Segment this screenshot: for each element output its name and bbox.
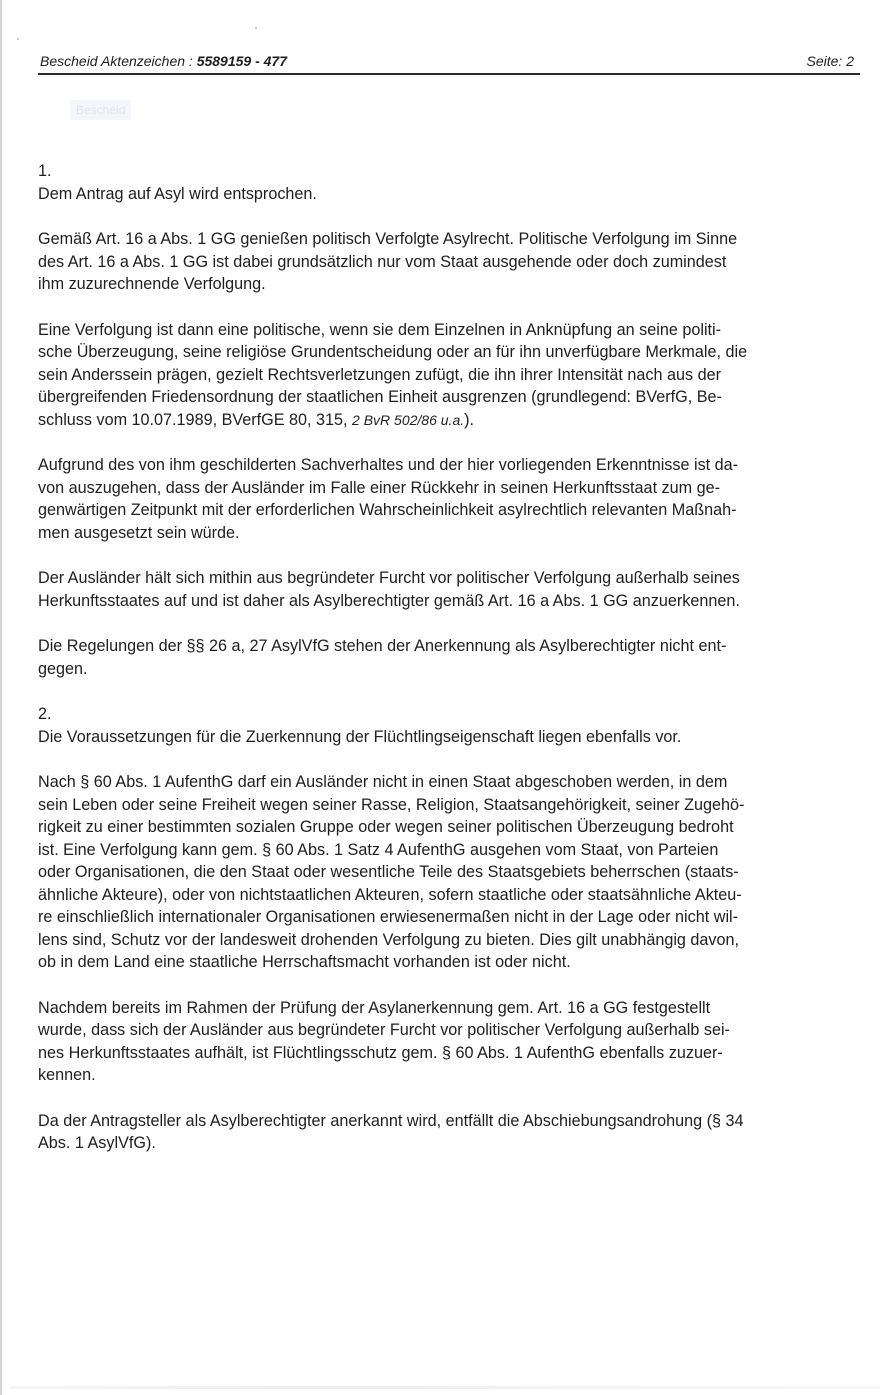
watermark: Bescheid [70,100,131,120]
scan-speck [255,27,257,29]
paragraph-line: lens sind, Schutz vor der landesweit drohenden Verfolgung zu bieten. Dies gilt unabhängig davon, [38,930,740,949]
paragraph-line: übergreifenden Friedensordnung der staatlichen Einheit ausgrenzen (grundlegend: BVerfG, Be- [38,388,722,406]
paragraph-line: Da der Antragsteller als Asylberechtigter anerkannt wird, entfällt die Abschiebungsandrohung (§ 34 [38,1111,744,1130]
page-header [38,51,860,75]
document-type: Bescheid [40,53,98,69]
section-number: 1. [38,162,52,180]
paragraph-line: ist. Eine Verfolgung kann gem. § 60 Abs. 1 Satz 4 AufenthG ausgehen vom Staat, von Parteien [38,840,719,859]
paragraph-line [38,409,864,432]
paragraph-line: Die Voraussetzungen für die Zuerkennung der Flüchtlingseigenschaft liegen ebenfalls vor. [38,727,682,746]
paragraph-line: Nach § 60 Abs. 1 AufenthG darf ein Ausländer nicht in einen Staat abgeschoben werden, in dem [38,773,728,791]
header-reference [40,53,287,69]
paragraph-line: Die Regelungen der §§ 26 a, 27 AsylVfG stehen der Anerkennung als Asylberechtigter nicht ent- [38,637,727,655]
reference-number: 5589159 - 477 [196,53,288,69]
paragraph [38,771,864,974]
case-number: 2 BvR 502/86 u.a. [352,411,465,428]
paragraph-line: Herkunftsstaates auf und ist daher als Asylberechtigter gemäß Art. 16 a Abs. 1 GG anzuerkennen. [38,591,740,610]
paragraph-line: genwärtigen Zeitpunkt mit der erforderlichen Wahrscheinlichkeit asylrechtlich relevanten Maßnah- [38,501,737,519]
paragraph-line: Gemäß Art. 16 a Abs. 1 GG genießen politisch Verfolgte Asylrecht. Politische Verfolgung im Sinne [38,230,738,248]
paragraph-line: von auszugehen, dass der Ausländer im Falle einer Rückkehr in seinen Herkunftsstaat zum ge- [38,478,721,497]
section-number: 2. [38,705,52,723]
paragraph-line: sein Leben oder seine Freiheit wegen seiner Rasse, Religion, Staatsangehörigkeit, seiner Zugehö- [38,795,745,814]
paragraph [38,635,864,680]
paragraph-line: Abs. 1 AsylVfG). [38,1134,156,1152]
paragraph-line: gegen. [38,659,88,678]
scan-bottom-artifact [10,1386,880,1389]
paragraph-line: men ausgesetzt sein würde. [38,523,240,542]
paragraph [38,454,864,544]
page-number: 2 [846,53,854,69]
paragraph-line: Der Ausländer hält sich mithin aus begründeter Furcht vor politischer Verfolgung außerhalb seines [38,569,740,587]
paragraph [38,319,864,432]
paragraph-line: des Art. 16 a Abs. 1 GG ist dabei grundsätzlich nur vom Staat ausgehende oder doch zumindest [38,252,727,271]
citation-text: schluss vom 10.07.1989, BVerfGE 80, 315, [38,410,353,429]
paragraph-line: sein Anderssein prägen, gezielt Rechtsverletzungen zufügt, die ihn ihrer Intensität nach aus der [38,365,721,384]
scan-page-edge [0,0,2,1395]
scan-speck [17,38,19,40]
citation-close: ). [464,410,475,429]
section-1 [38,160,864,703]
paragraph-line: Aufgrund des von ihm geschilderten Sachverhaltes und der hier vorliegenden Erkenntnisse ist da- [38,456,739,474]
paragraph-line: oder Organisationen, die den Staat oder wesentliche Teile des Staatsgebiets beherrschen (staats- [38,863,739,881]
paragraph-line: kennen. [38,1066,96,1084]
paragraph [38,228,864,296]
document-body [38,160,864,1155]
page-label: Seite: [806,53,843,69]
paragraph-line: Nachdem bereits im Rahmen der Prüfung der Asylanerkennung gem. Art. 16 a GG festgestellt [38,998,711,1017]
paragraph-line: rigkeit zu einer bestimmten sozialen Gruppe oder wegen seiner politischen Überzeugung bedroht [38,818,734,836]
paragraph-line: sche Überzeugung, seine religiöse Grundentscheidung oder an für ihn unverfügbare Merkmale, die [38,343,748,361]
paragraph-line: ihm zuzurechnende Verfolgung. [38,275,266,293]
paragraph-line: Dem Antrag auf Asyl wird entsprochen. [38,184,317,203]
paragraph-line: re einschließlich internationaler Organisationen erwiesenermaßen nicht in der Lage oder nicht wil- [38,908,739,926]
section-2 [38,703,864,1155]
paragraph [38,567,864,612]
page-indicator [807,53,855,69]
paragraph [38,1110,864,1155]
paragraph-line: nes Herkunftsstaates aufhält, ist Flüchtlingsschutz gem. § 60 Abs. 1 AufenthG ebenfalls zuzuer- [38,1043,723,1062]
paragraph-line: Eine Verfolgung ist dann eine politische, wenn sie dem Einzelnen in Anknüpfung an seine politi- [38,320,722,339]
paragraph-line: ob in dem Land eine staatliche Herrschaftsmacht vorhanden ist oder nicht. [38,953,571,971]
paragraph-line: ähnliche Akteure), oder von nichtstaatlichen Akteuren, sofern staatliche oder staatsähnliche Akteu- [38,885,742,904]
reference-label: Aktenzeichen : [100,53,193,69]
paragraph [38,997,864,1087]
paragraph-line: wurde, dass sich der Ausländer aus begründeter Furcht vor politischer Verfolgung außerhalb sei- [38,1021,730,1039]
